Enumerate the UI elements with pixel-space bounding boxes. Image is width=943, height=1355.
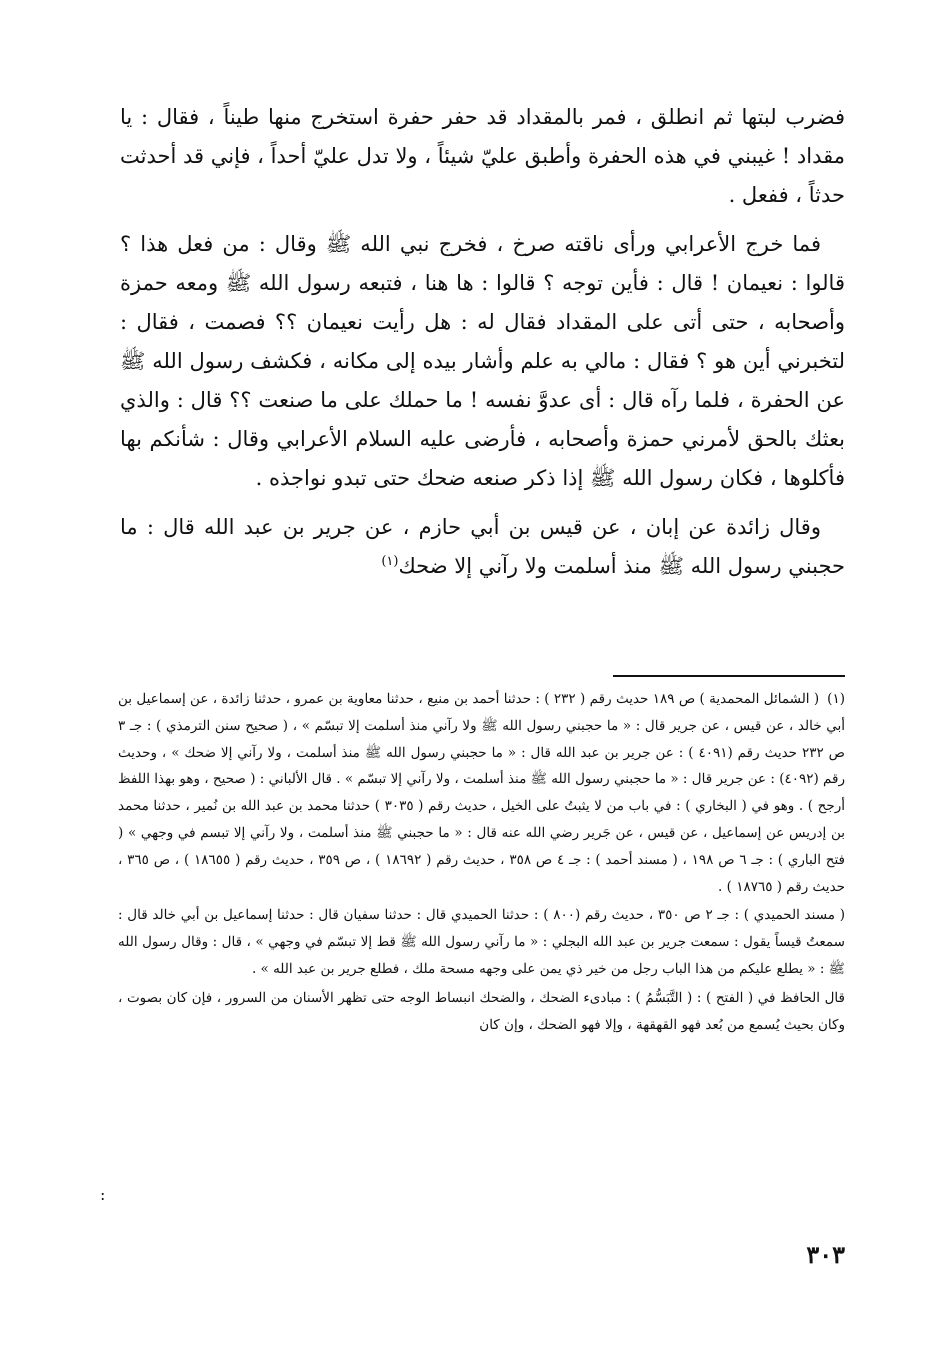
footnote-separator	[613, 675, 845, 677]
footnote-1-text: ( الشمائل المحمدية ) ص ١٨٩ حديث رقم ( ٢٣٢ ) : حدثنا أحمد بن منيع ، حدثنا معاوية بن عمرو ، حدثنا زائدة ، عن إسماعيل بن أبي خالد ، عن قيس ، عن جرير قال : « ما حجبني رسول الله ﷺ ولا رآني منذ أسلمت إلا تبسّم » ، ( صحيح سنن الترمذي ) : جـ ٣ ص ٢٣٢ حديث رقم (٤٠٩١ ) : عن جرير بن عبد الله قال : « ما حجبني رسول الله ﷺ منذ أسلمت ، ولا رآني إلا ضحك » ، وحديث رقم (٤٠٩٢) : عن جرير قال : « ما حجبني رسول الله ﷺ منذ أسلمت ، ولا رآني إلا تبسّم » . قال الألباني : ( صحيح ، وهو بهذا اللفظ أرجح ) . وهو في ( البخاري ) : في باب من لا يثبتُ على الخيل ، حديث رقم ( ٣٠٣٥ ) حدثنا محمد بن عبد الله بن نُمير ، حدثنا محمد بن إدريس عن إسماعيل ، عن قيس ، عن جَرير رضي الله عنه قال : « ما حجبني ﷺ منذ أسلمت ، ولا رآني إلا تبسم في وجهي » ( فتح الباري ) : جـ ٦ ص ١٩٨ ، ( مسند أحمد ) : جـ ٤ ص ٣٥٨ ، حديث رقم ( ١٨٦٩٢ ) ، ص ٣٥٩ ، حديث رقم ( ١٨٦٥٥ ) ، ص ٣٦٥ ، حديث رقم ( ١٨٧٦٥ ) .	[118, 691, 846, 895]
paragraph-3-text: وقال زائدة عن إبان ، عن قيس بن أبي حازم ، عن جرير بن عبد الله قال : ما حجبني رسول الله ﷺ منذ أسلمت ولا رآني إلا ضحك	[120, 515, 845, 578]
paragraph-1: فضرب لبتها ثم انطلق ، فمر بالمقداد قد حفر حفرة استخرج منها طيناً ، فقال : يا مقداد ! غيبني في هذه الحفرة وأطبق عليّ شيئاً ، ولا تدل عليّ أحداً ، فإني قد أحدثت حدثاً ، ففعل .	[120, 105, 845, 207]
continuation-mark: :	[100, 1185, 106, 1204]
footnote-number: (١)	[827, 691, 845, 707]
main-text	[120, 98, 845, 596]
footnotes	[118, 686, 845, 1040]
paragraph-3	[120, 508, 845, 586]
footnote-1	[118, 686, 845, 900]
footnote-2: ( مسند الحميدي ) : جـ ٢ ص ٣٥٠ ، حديث رقم (٨٠٠ ) : حدثنا الحميدي قال : حدثنا سفيان قال : حدثنا إسماعيل بن أبي خالد قال : سمعتُ قيساً يقول : سمعت جرير بن عبد الله البجلي : « ما رآني رسول الله ﷺ قط إلا تبسّم في وجهي » ، قال : وقال رسول الله ﷺ : « يطلع عليكم من هذا الباب رجل من خير ذي يمن على وجهه مسحة ملك ، فطلع جرير بن عبد الله » .	[118, 907, 845, 977]
paragraph-2: فما خرج الأعرابي ورأى ناقته صرخ ، فخرج نبي الله ﷺ وقال : من فعل هذا ؟ قالوا : نعيمان ! قال : فأين توجه ؟ قالوا : ها هنا ، فتبعه رسول الله ﷺ ومعه حمزة وأصحابه ، حتى أتى على المقداد فقال له : هل رأيت نعيمان ؟؟ فصمت ، فقال : لتخبرني أين هو ؟ فقال : مالي به علم وأشار بيده إلى مكانه ، فكشف رسول الله ﷺ عن الحفرة ، فلما رآه قال : أى عدوَّ نفسه ! ما حملك على ما صنعت ؟؟ قال : والذي بعثك بالحق لأمرني حمزة وأصحابه ، فأرضى عليه السلام الأعرابي وقال : شأنكم بها فأكلوها ، فكان رسول الله ﷺ إذا ذكر صنعه ضحك حتى تبدو نواجذه .	[120, 232, 845, 490]
footnote-3: قال الحافظ في ( الفتح ) : ( التَّبَسُّمُ ) : مبادىء الضحك ، والضحك انبساط الوجه حتى تظهر الأسنان من السرور ، فإن كان بصوت ، وكان بحيث يُسمع من بُعد فهو القهقهة ، وإلا فهو الضحك ، وإن كان	[118, 989, 845, 1033]
page-number: ٣٠٣	[806, 1240, 845, 1269]
footnote-reference: (١)	[381, 554, 399, 569]
